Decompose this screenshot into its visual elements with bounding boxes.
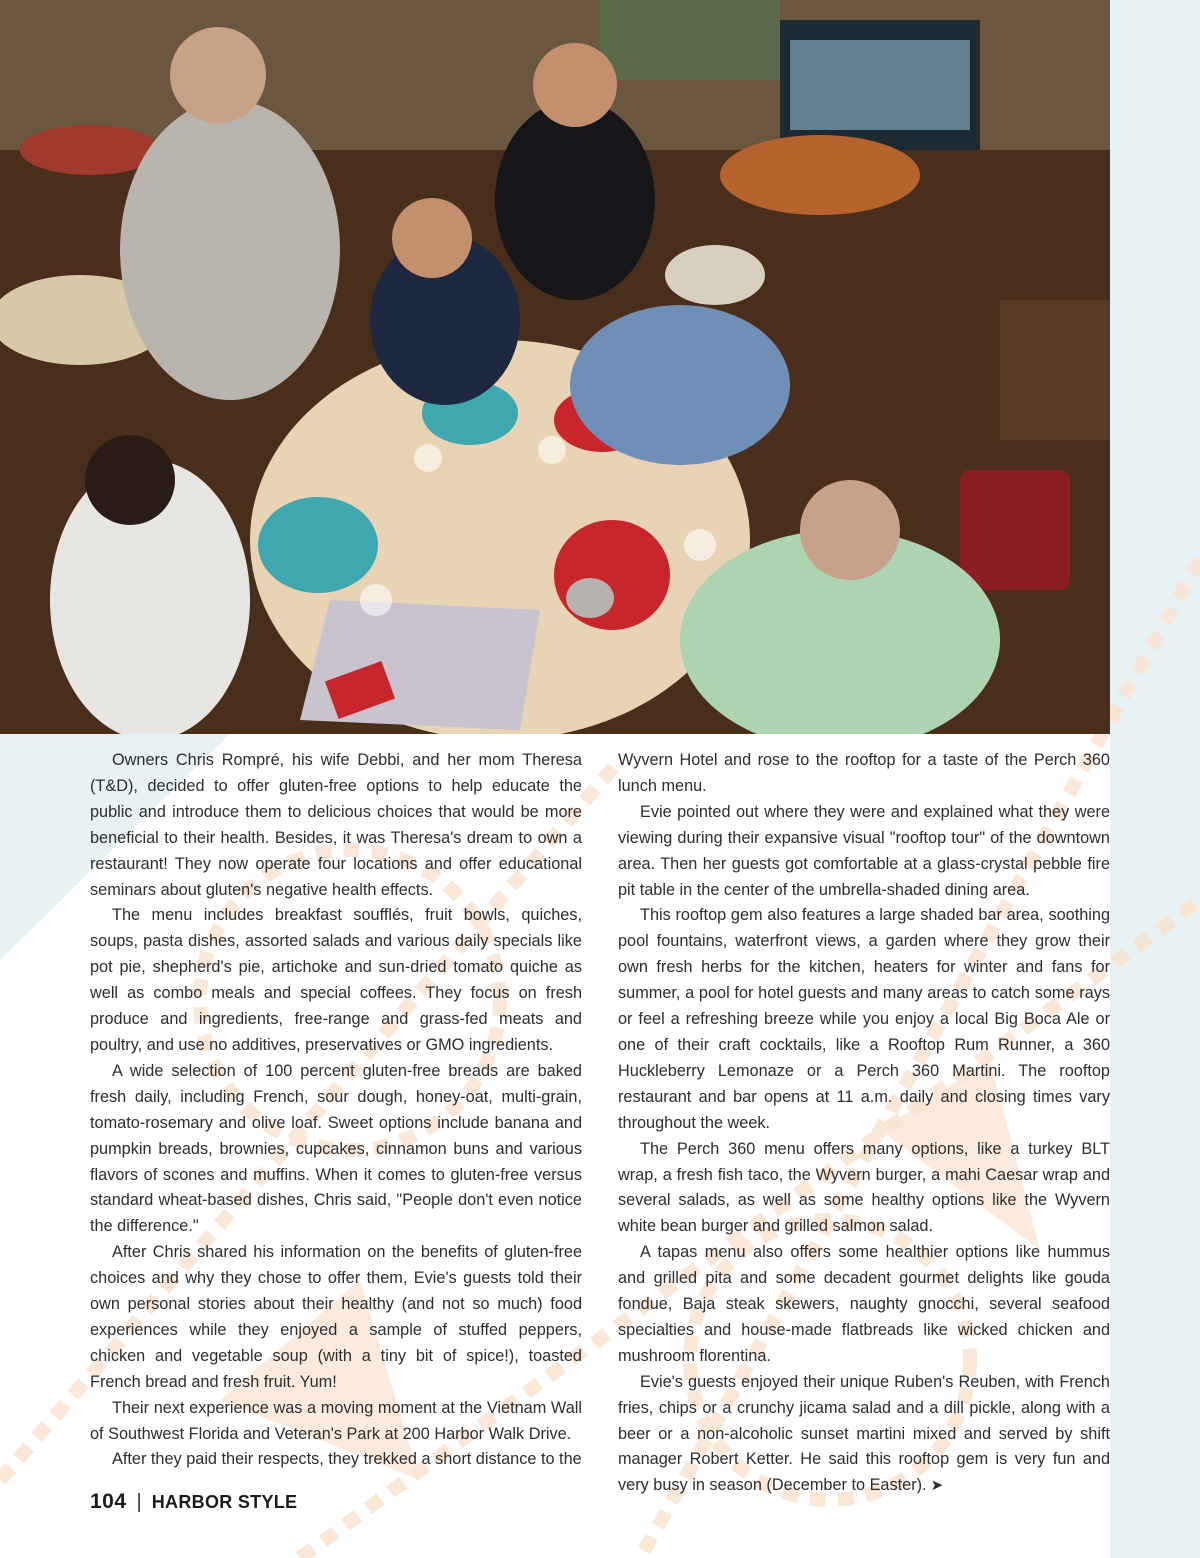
end-arrow-icon: ➤	[930, 1477, 944, 1495]
restaurant-photo	[0, 0, 1110, 734]
article-column-right	[618, 748, 1110, 1499]
publication-name: HARBOR STYLE	[151, 1492, 298, 1512]
paragraph: This rooftop gem also features a large shaded bar area, soothing pool fountains, waterfront views, a garden where they grow their own fresh herbs for the kitchen, heaters for winter and fans for summer, a pool for hotel guests and many areas to catch some rays or feel a refreshing breeze while you enjoy a local Big Boca Ale or one of their craft cocktails, like a Rooftop Rum Runner, a 360 Huckleberry Lemonaze or a Perch 360 Martini. The rooftop restaurant and bar opens at 11 a.m. daily and closing times vary throughout the week.	[618, 906, 1110, 1132]
paragraph-continuation: Wyvern Hotel and rose to the rooftop for a taste of the Perch 360 lunch menu.	[618, 751, 1110, 795]
paragraph-text: Evie's guests enjoyed their unique Ruben's Reuben, with French fries, chips or a crunchy jicama salad and a dill pickle, along with a beer or a non-alcoholic sunset martini mixed and served by shift manager Robert Ketter. He said this rooftop gem is very fun and very busy in season (December to Easter).	[618, 1372, 1110, 1495]
paragraph: Evie pointed out where they were and explained what they were viewing during their expansive visual "rooftop tour" of the downtown area. Then her guests got comfortable at a glass-crystal pebble fire pit table in the center of the umbrella-shaded dining area.	[618, 802, 1110, 899]
article-column-left	[90, 748, 582, 1473]
paragraph: The Perch 360 menu offers many options, like a turkey BLT wrap, a fresh fish taco, the Wyvern burger, a mahi Caesar wrap and several salads, as well as some healthy options like the Wyvern white bean burger and grilled salmon salad.	[618, 1139, 1110, 1236]
paragraph: The menu includes breakfast soufflés, fruit bowls, quiches, soups, pasta dishes, assorted salads and various daily specials like pot pie, shepherd's pie, artichoke and sun-dried tomato quiche as well as combo meals and special coffees. They focus on fresh produce and ingredients, free-range and grass-fed meats and poultry, and use no additives, preservatives or GMO ingredients.	[90, 906, 582, 1054]
page-number: 104	[90, 1490, 127, 1513]
paragraph: After they paid their respects, they trekked a short distance to the	[112, 1450, 582, 1469]
paragraph: After Chris shared his information on the benefits of gluten-free choices and why they chose to offer them, Evie's guests told their own personal stories about their healthy (and not so much) food experiences while they enjoyed a sample of stuffed peppers, chicken and vegetable soup (with a tiny bit of spice!), toasted French bread and fresh fruit. Yum!	[90, 1243, 582, 1391]
paragraph-final	[618, 1370, 1110, 1500]
paragraph: Owners Chris Rompré, his wife Debbi, and her mom Theresa (T&D), decided to offer gluten-free options to help educate the public and introduce them to delicious choices that would be more beneficial to their health. Besides, it was Theresa's dream to own a restaurant! They now operate four locations and offer educational seminars about gluten's negative health effects.	[90, 751, 582, 899]
paragraph: Their next experience was a moving moment at the Vietnam Wall of Southwest Florida and Veteran's Park at 200 Harbor Walk Drive.	[90, 1398, 582, 1443]
paragraph: A wide selection of 100 percent gluten-free breads are baked fresh daily, including French, sour dough, honey-oat, multi-grain, tomato-rosemary and olive loaf. Sweet options include banana and pumpkin breads, brownies, cupcakes, cinnamon buns and various flavors of scones and muffins. When it comes to gluten-free versus standard wheat-based dishes, Chris said, "People don't even notice the difference."	[90, 1061, 582, 1236]
page-footer	[90, 1490, 297, 1514]
footer-separator: |	[136, 1491, 142, 1513]
paragraph: A tapas menu also offers some healthier options like hummus and grilled pita and some decadent gourmet delights like gouda fondue, Baja steak skewers, naughty gnocchi, several seafood specialties and house-made flatbreads like wicked chicken and mushroom florentina.	[618, 1243, 1110, 1365]
